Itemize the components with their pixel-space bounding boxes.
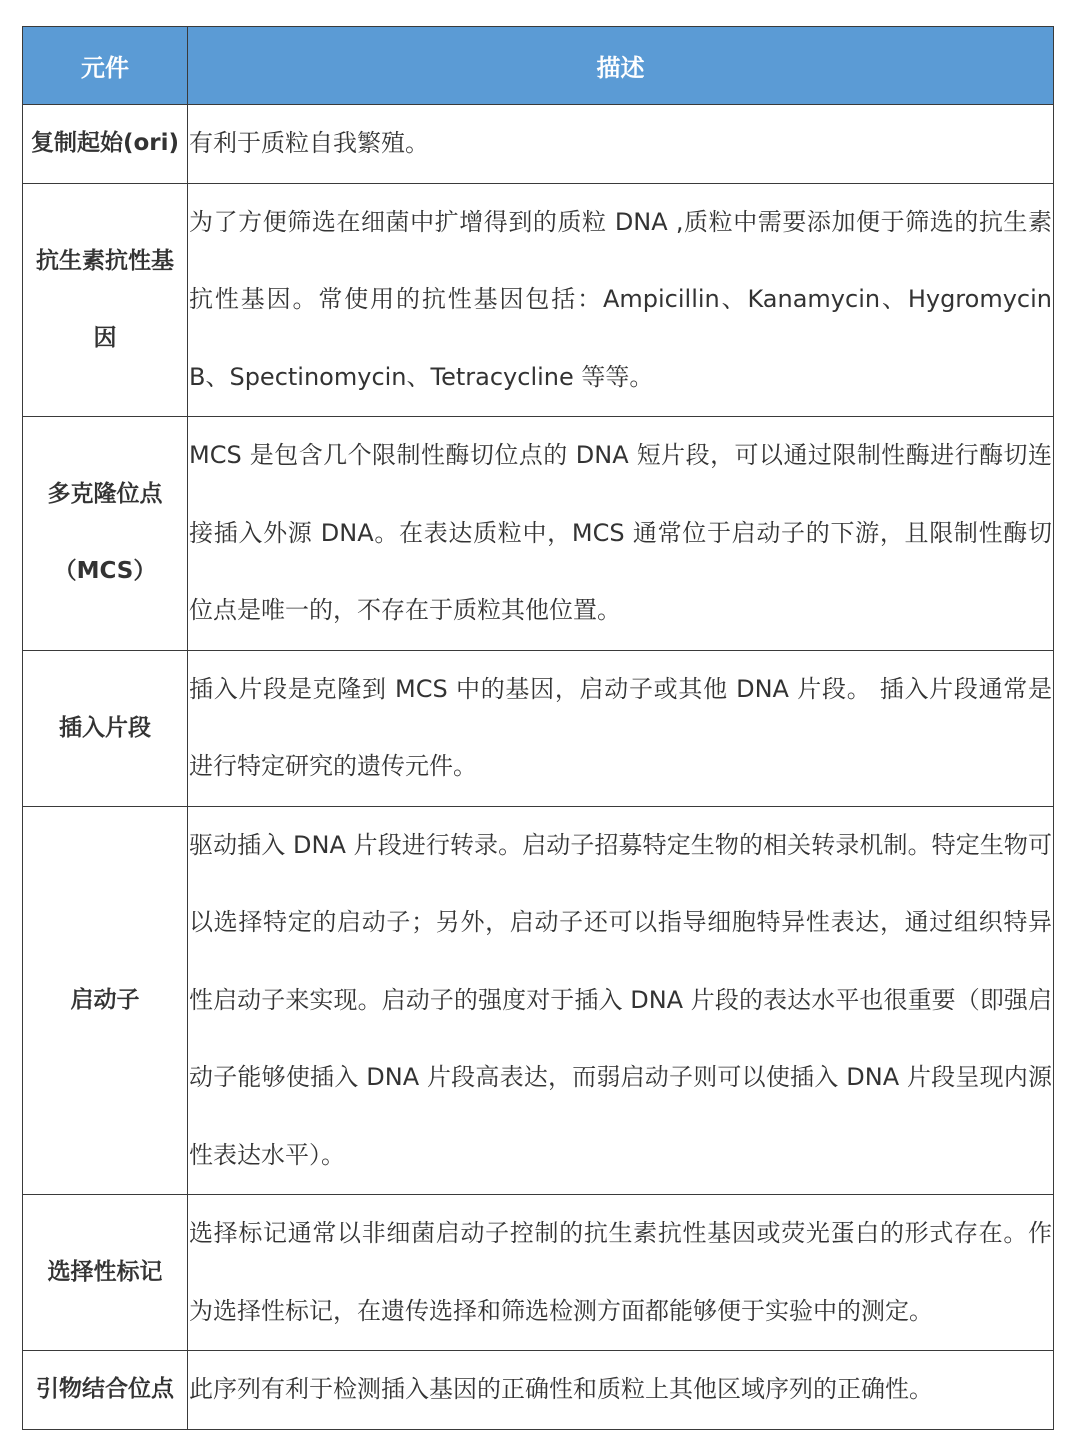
row-name-promoter: 启动子 (23, 806, 188, 1195)
table-row (23, 806, 1054, 1195)
row-desc-ori: 有利于质粒自我繁殖。 (188, 105, 1054, 184)
row-name-insert: 插入片段 (23, 650, 188, 806)
row-desc-antibiotic: 为了方便筛选在细菌中扩增得到的质粒 DNA ,质粒中需要添加便于筛选的抗生素抗性基因。常使用的抗性基因包括：Ampicillin、Kanamycin、Hygromycin B、Spectinomycin、Tetracycline 等等。 (188, 183, 1054, 417)
header-row (23, 27, 1054, 105)
header-component: 元件 (23, 27, 188, 105)
table-header (23, 27, 1054, 105)
table-row (23, 105, 1054, 184)
row-desc-selection-marker: 选择标记通常以非细菌启动子控制的抗生素抗性基因或荧光蛋白的形式存在。作为选择性标记，在遗传选择和筛选检测方面都能够便于实验中的测定。 (188, 1195, 1054, 1351)
row-name-antibiotic: 抗生素抗性基因 (23, 183, 188, 417)
header-description: 描述 (188, 27, 1054, 105)
row-desc-promoter: 驱动插入 DNA 片段进行转录。启动子招募特定生物的相关转录机制。特定生物可以选择特定的启动子；另外，启动子还可以指导细胞特异性表达，通过组织特异性启动子来实现。启动子的强度对于插入 DNA 片段的表达水平也很重要（即强启动子能够使插入 DNA 片段高表达，而弱启动子则可以使插入 DNA 片段呈现内源性表达水平）。 (188, 806, 1054, 1195)
row-name-ori: 复制起始(ori) (23, 105, 188, 184)
row-name-selection-marker: 选择性标记 (23, 1195, 188, 1351)
row-name-primer-site: 引物结合位点 (23, 1351, 188, 1430)
row-name-mcs: 多克隆位点（MCS） (23, 417, 188, 651)
table-row (23, 650, 1054, 806)
table-row (23, 183, 1054, 417)
row-desc-insert: 插入片段是克隆到 MCS 中的基因，启动子或其他 DNA 片段。 插入片段通常是进行特定研究的遗传元件。 (188, 650, 1054, 806)
table-body (23, 105, 1054, 1430)
row-desc-primer-site: 此序列有利于检测插入基因的正确性和质粒上其他区域序列的正确性。 (188, 1351, 1054, 1430)
row-desc-mcs: MCS 是包含几个限制性酶切位点的 DNA 短片段，可以通过限制性酶进行酶切连接插入外源 DNA。在表达质粒中，MCS 通常位于启动子的下游，且限制性酶切位点是唯一的，不存在于质粒其他位置。 (188, 417, 1054, 651)
plasmid-elements-table-container (22, 26, 1053, 1430)
table-row (23, 417, 1054, 651)
table-row (23, 1195, 1054, 1351)
table-row (23, 1351, 1054, 1430)
plasmid-elements-table (22, 26, 1054, 1430)
